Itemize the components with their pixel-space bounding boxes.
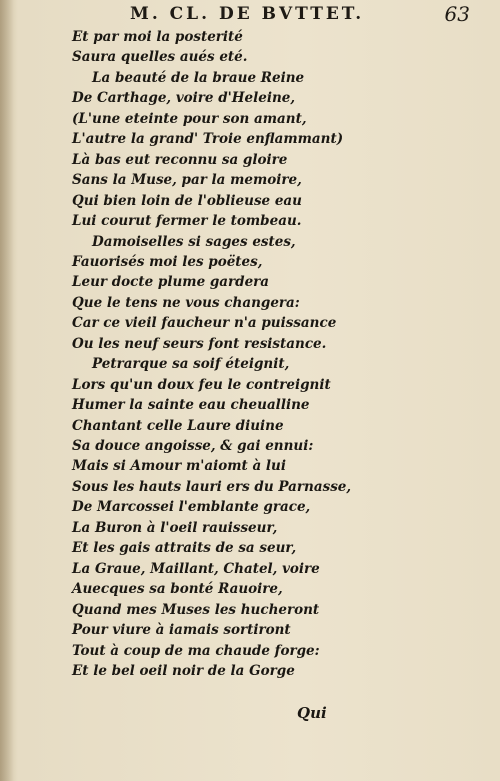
poem-line: Saura quelles aués eté. (72, 49, 248, 66)
poem-line: Ou les neuf seurs font resistance. (72, 335, 327, 352)
poem-line: Petrarque sa soif éteignit, (92, 356, 290, 373)
poem-line: Car ce vieil faucheur n'a puissance (72, 315, 337, 332)
poem-line: Quand mes Muses les hucheront (72, 601, 320, 618)
catchword: Qui (297, 704, 327, 722)
poem-line: Fauorisés moi les poëtes, (72, 253, 263, 270)
poem-line: Chantant celle Laure diuine (72, 417, 284, 434)
poem-line: Tout à coup de ma chaude forge: (72, 642, 320, 659)
page-number: 63 (444, 2, 470, 26)
poem-line: De Carthage, voire d'Heleine, (72, 90, 296, 107)
poem-line: Qui bien loin de l'oblieuse eau (72, 192, 302, 209)
poem-line: (L'une eteinte pour son amant, (72, 110, 307, 127)
poem-line: La beauté de la braue Reine (92, 69, 305, 86)
poem-line: Pour viure à iamais sortiront (72, 622, 291, 639)
poem-line: Sa douce angoisse, & gai ennui: (72, 438, 314, 454)
poem-line: De Marcossei l'emblante grace, (72, 499, 311, 516)
poem-line: La Graue, Maillant, Chatel, voire (72, 560, 320, 577)
poem-line: Auecques sa bonté Rauoire, (72, 581, 283, 598)
poem-line: Et le bel oeil noir de la Gorge (72, 662, 295, 679)
poem-line: La Buron à l'oeil rauisseur, (72, 519, 278, 536)
poem-line: Lors qu'un doux feu le contreignit (72, 376, 331, 393)
poem-line: Lui courut fermer le tombeau. (72, 213, 302, 230)
poem-line: Leur docte plume gardera (72, 274, 270, 291)
poem-line: Sans la Muse, par la memoire, (72, 172, 302, 189)
poem-line: L'autre la grand' Troie enflammant) (72, 131, 344, 148)
poem-line: Et les gais attraits de sa seur, (72, 540, 297, 557)
poem-line: Et par moi la posterité (72, 29, 243, 45)
poem-line: Sous les hauts lauri ers du Parnasse, (72, 478, 352, 495)
poem-line: Que le tens ne vous changera: (72, 294, 300, 311)
poem-line: Humer la sainte eau cheualline (72, 397, 310, 414)
poem-line: Damoiselles si sages estes, (92, 233, 296, 250)
running-head: M. CL. DE BVTTET. (130, 4, 365, 24)
poem-line: Mais si Amour m'aiomt à lui (72, 458, 286, 475)
poem-line: Là bas eut reconnu sa gloire (72, 151, 288, 168)
